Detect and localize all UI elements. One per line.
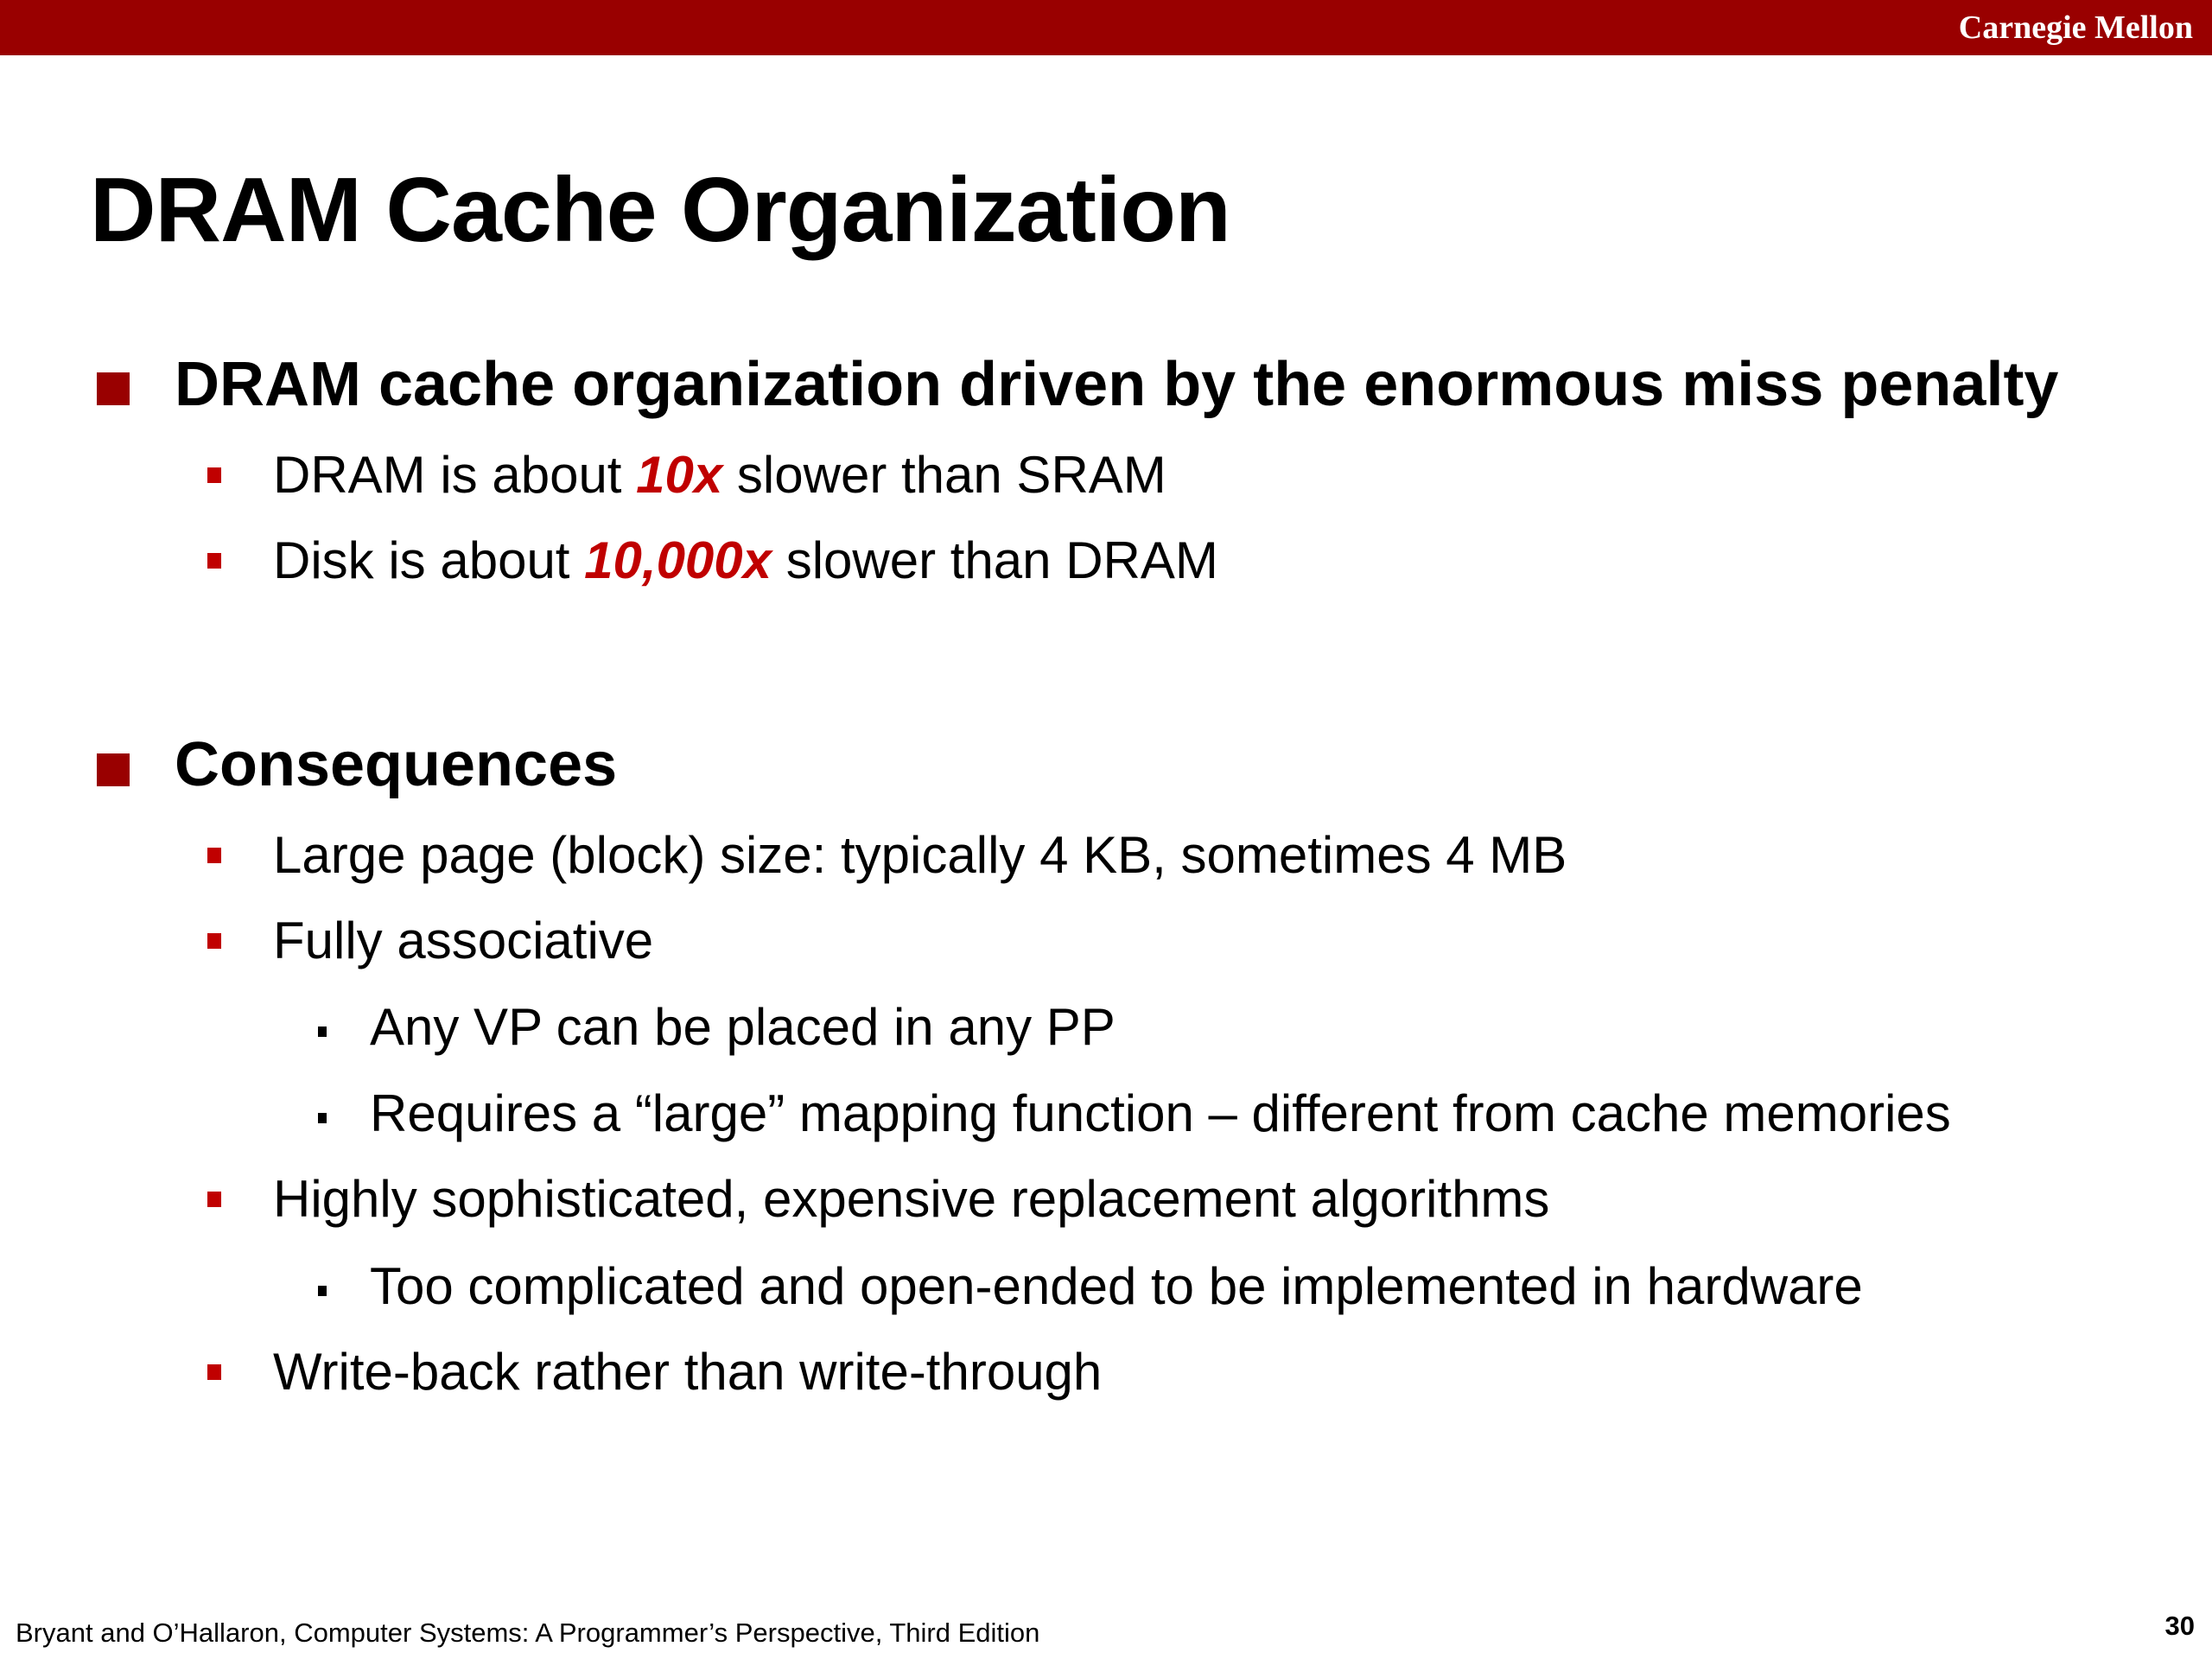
slide-title: DRAM Cache Organization: [90, 159, 1230, 261]
bullet-square-icon: [97, 372, 130, 405]
sub-bullet-replacement-algorithms: Highly sophisticated, expensive replacement algorithms: [273, 1170, 1550, 1228]
sub-sub-bullet-too-complicated: Too complicated and open-ended to be implemented in hardware: [370, 1257, 1863, 1315]
sub-bullet-fully-associative: Fully associative: [273, 912, 654, 969]
header-bar: [0, 0, 2212, 55]
sub-bullet-icon: [207, 933, 221, 949]
disk-speed-emphasis: 10,000x: [584, 531, 772, 589]
sub-bullet-icon: [207, 553, 221, 569]
sub-bullet-icon: [207, 848, 221, 863]
brand-logo-text: Carnegie Mellon: [1958, 10, 2193, 46]
dram-speed-emphasis: 10x: [636, 446, 723, 504]
sub-bullet-page-size: Large page (block) size: typically 4 KB, sometimes 4 MB: [273, 826, 1567, 884]
sub-sub-bullet-any-vp: Any VP can be placed in any PP: [370, 998, 1116, 1056]
sub-bullet-dram-speed: [273, 442, 1166, 508]
sub-sub-bullet-mapping-function: Requires a “large” mapping function – different from cache memories: [370, 1084, 1951, 1142]
sub-bullet-icon: [207, 1192, 221, 1207]
disk-speed-text-before: Disk is about: [273, 531, 585, 589]
sub-bullet-icon: [207, 467, 221, 483]
page-number: 30: [2164, 1611, 2195, 1641]
sub-sub-bullet-icon: [318, 1027, 327, 1037]
dram-speed-text-before: DRAM is about: [273, 446, 637, 504]
bullet-l1-miss-penalty: DRAM cache organization driven by the enormous miss penalty: [175, 350, 2059, 419]
sub-bullet-disk-speed: [273, 528, 1218, 594]
bullet-l1-consequences: Consequences: [175, 730, 618, 799]
disk-speed-text-after: slower than DRAM: [772, 531, 1218, 589]
bullet-square-icon: [97, 753, 130, 786]
footer-citation: Bryant and O’Hallaron, Computer Systems: A Programmer’s Perspective, Third Edition: [16, 1618, 1040, 1648]
sub-sub-bullet-icon: [318, 1286, 327, 1296]
sub-bullet-icon: [207, 1364, 221, 1380]
sub-bullet-write-back: Write-back rather than write-through: [273, 1343, 1103, 1401]
dram-speed-text-after: slower than SRAM: [722, 446, 1166, 504]
sub-sub-bullet-icon: [318, 1113, 327, 1123]
